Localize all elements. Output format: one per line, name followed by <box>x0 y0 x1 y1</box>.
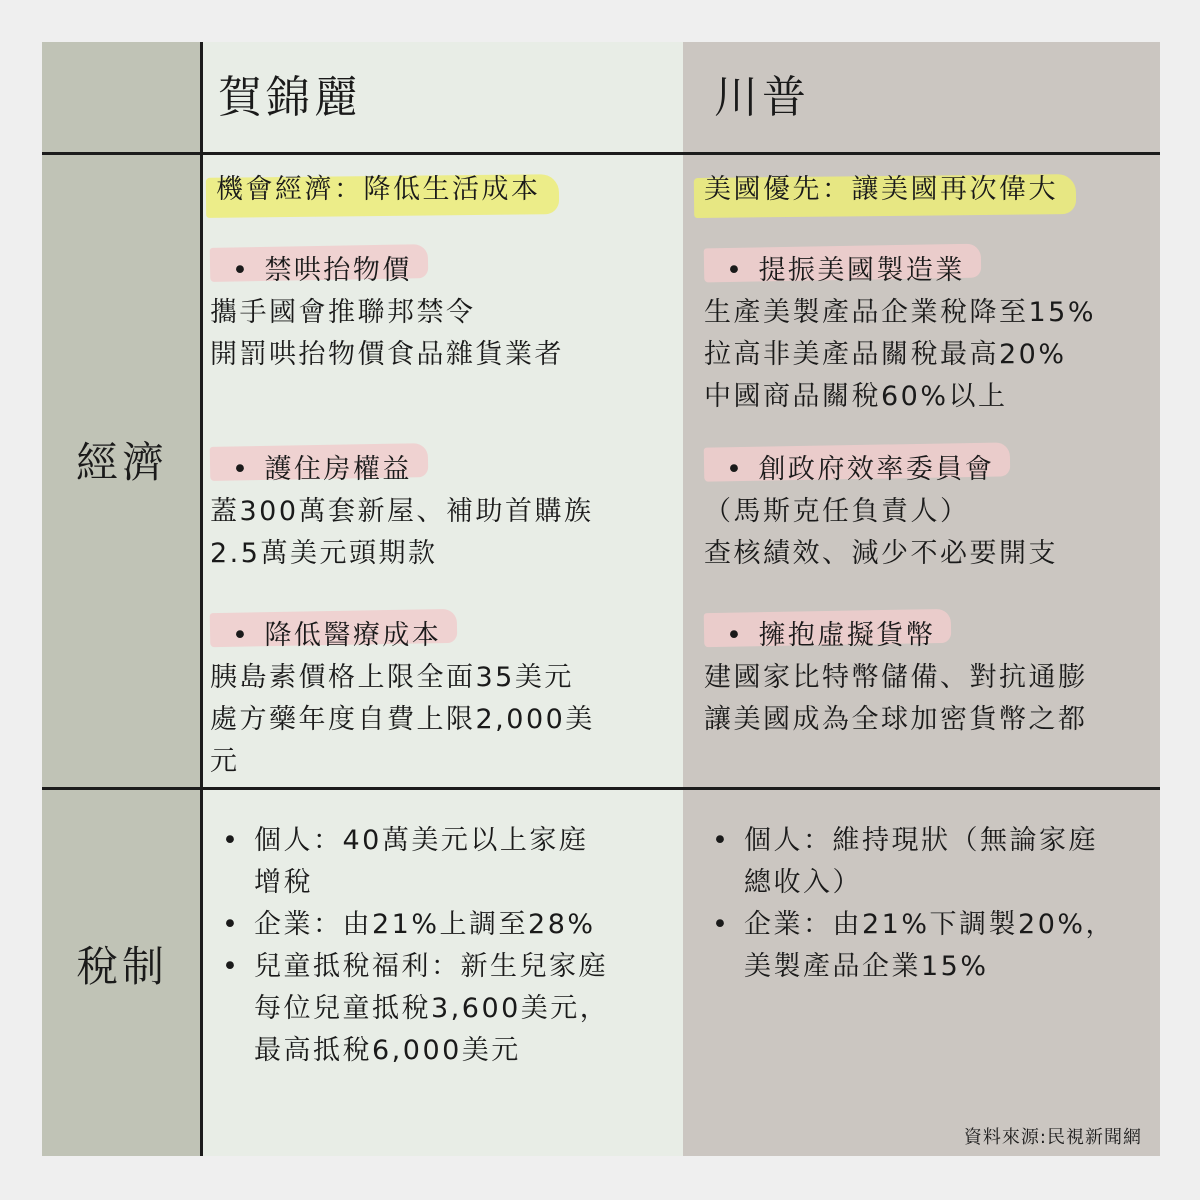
detail-line: 蓋300萬套新屋、補助首購族 <box>210 496 594 527</box>
harris-theme-text: 機會經濟：降低生活成本 <box>216 174 541 205</box>
bullet: • <box>712 825 731 856</box>
list-item <box>712 904 1115 988</box>
tax-line: 最高抵稅6,000美元 <box>254 1035 521 1066</box>
bullet: • <box>232 620 251 651</box>
bullet: • <box>726 454 745 485</box>
tax-line: 企業：由21%下調製20%， <box>744 909 1116 940</box>
list-item <box>222 820 609 904</box>
tax-line: 個人：40萬美元以上家庭 <box>254 825 589 856</box>
section-divider <box>42 787 1160 790</box>
harris-theme <box>216 172 541 208</box>
sub-title <box>210 449 412 491</box>
trump-theme-text: 美國優先：讓美國再次偉大 <box>704 174 1058 205</box>
source-note: 資料來源:民視新聞網 <box>963 1127 1142 1148</box>
sub-title <box>704 250 965 292</box>
bullet: • <box>222 951 241 982</box>
comparison-card <box>42 42 1160 1156</box>
trump-tax-list <box>712 820 1115 988</box>
harris-item-price-gouging <box>210 250 564 376</box>
trump-item-efficiency <box>704 449 1058 575</box>
harris-item-housing <box>210 449 594 575</box>
trump-theme <box>704 172 1058 208</box>
trump-name: 川普 <box>714 72 810 123</box>
detail-line: 開罰哄抬物價食品雜貨業者 <box>210 339 564 370</box>
list-item <box>222 904 609 946</box>
bullet: • <box>232 255 251 286</box>
economy-label: 經濟 <box>75 438 168 487</box>
bullet: • <box>712 909 731 940</box>
sub-title-text: 禁哄抬物價 <box>264 255 412 286</box>
detail-line: 中國商品關稅60%以上 <box>704 381 1008 412</box>
detail-line: 讓美國成為全球加密貨幣之都 <box>704 704 1088 735</box>
detail-line: 查核績效、減少不必要開支 <box>704 538 1058 569</box>
sub-title <box>210 615 441 657</box>
bullet: • <box>726 620 745 651</box>
list-item <box>712 820 1115 904</box>
detail-line: 胰島素價格上限全面35美元 <box>210 662 574 693</box>
detail-line: 處方藥年度自費上限2,000美 <box>210 704 595 735</box>
trump-item-manufacturing <box>704 250 1096 418</box>
sub-title-text: 護住房權益 <box>264 454 412 485</box>
harris-item-healthcare <box>210 615 595 783</box>
detail-line: 生產美製產品企業稅降至15% <box>704 297 1097 328</box>
sub-title-text: 降低醫療成本 <box>264 620 442 651</box>
bullet: • <box>726 255 745 286</box>
tax-label: 稅制 <box>75 942 168 991</box>
trump-item-crypto <box>704 615 1088 741</box>
sub-title-text: 創政府效率委員會 <box>758 454 995 485</box>
list-item <box>222 946 609 1072</box>
tax-line: 兒童抵稅福利：新生兒家庭 <box>254 951 608 982</box>
tax-line: 美製產品企業15% <box>744 951 989 982</box>
tax-line: 企業：由21%上調至28% <box>254 909 596 940</box>
tax-line: 總收入） <box>744 867 862 898</box>
harris-tax-list <box>222 820 609 1072</box>
bullet: • <box>222 909 241 940</box>
detail-line: 建國家比特幣儲備、對抗通膨 <box>704 662 1088 693</box>
tax-line: 每位兒童抵稅3,600美元， <box>254 993 610 1024</box>
sub-title <box>210 250 412 292</box>
sub-title-text: 擁抱虛擬貨幣 <box>758 620 936 651</box>
tax-line: 增稅 <box>254 867 313 898</box>
sub-title-text: 提振美國製造業 <box>758 255 965 286</box>
header-divider <box>42 152 1160 155</box>
detail-line: （馬斯克任負責人） <box>704 496 970 527</box>
detail-line: 拉高非美產品關稅最高20% <box>704 339 1067 370</box>
harris-name: 賀錦麗 <box>218 72 362 123</box>
detail-line: 攜手國會推聯邦禁令 <box>210 297 476 328</box>
detail-line: 元 <box>210 746 240 777</box>
bullet: • <box>232 454 251 485</box>
sub-title <box>704 615 935 657</box>
detail-line: 2.5萬美元頭期款 <box>210 538 438 569</box>
bullet: • <box>222 825 241 856</box>
sub-title <box>704 449 994 491</box>
tax-line: 個人：維持現狀（無論家庭 <box>744 825 1098 856</box>
